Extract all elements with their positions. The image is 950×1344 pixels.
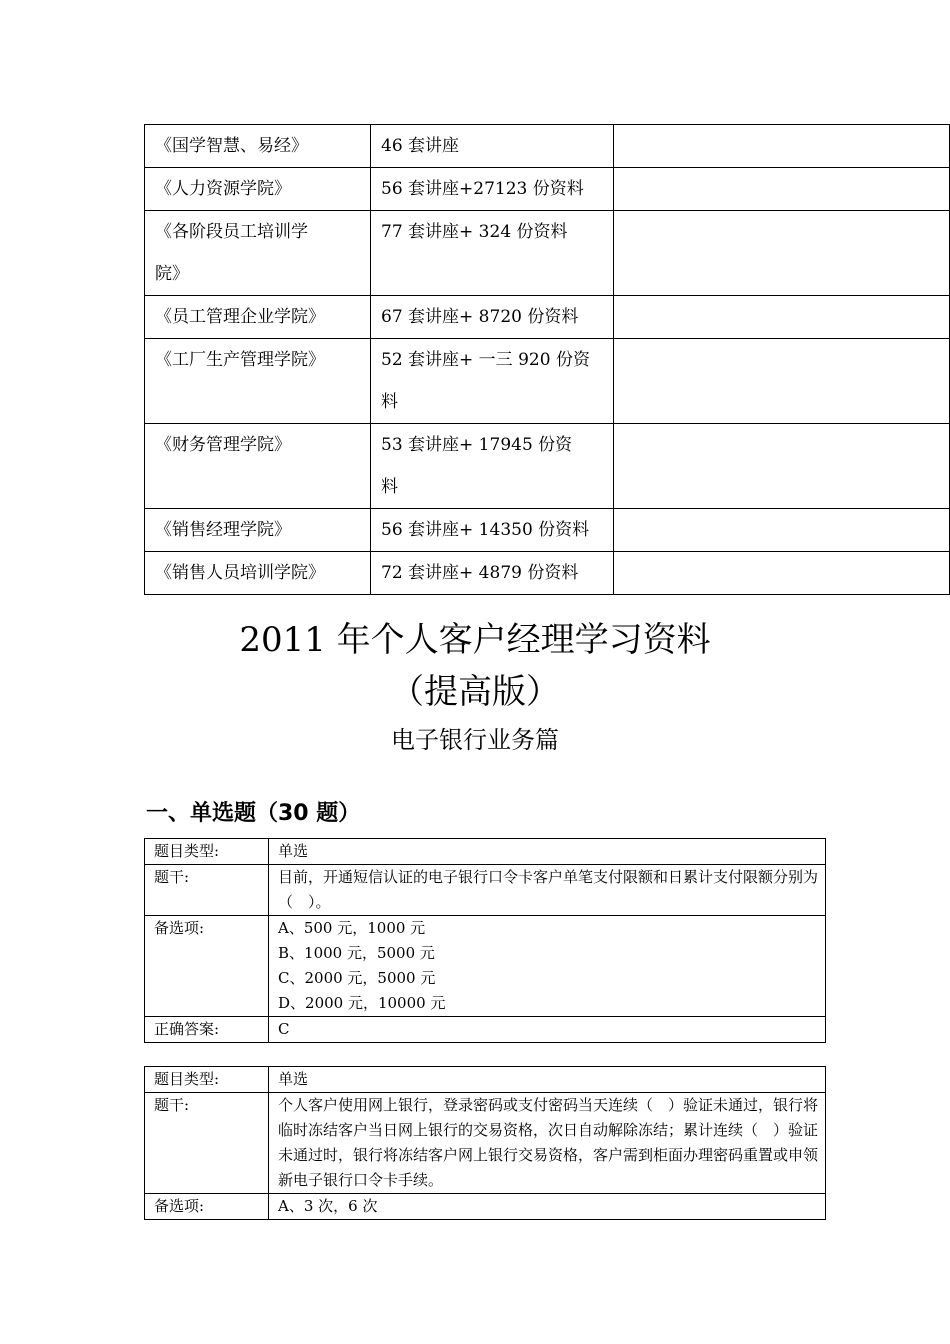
catalog-content: 72 套讲座+ 4879 份资料: [371, 552, 614, 595]
table-row: [145, 424, 950, 509]
table-row: [145, 552, 950, 595]
catalog-note: [614, 296, 950, 339]
section-heading: 一、单选题（30 题）: [146, 801, 361, 826]
question-options: [269, 1194, 826, 1220]
section-title: 电子银行业务篇: [391, 726, 559, 754]
catalog-note: [614, 339, 950, 424]
table-row: [145, 865, 826, 916]
question-options: [269, 916, 826, 1017]
question-type-value: 单选: [269, 1067, 826, 1093]
catalog-content: 77 套讲座+ 324 份资料: [371, 211, 614, 296]
catalog-name: 《各阶段员工培训学院》: [145, 211, 371, 296]
table-row: [145, 125, 950, 168]
catalog-name: 《工厂生产管理学院》: [145, 339, 371, 424]
catalog-note: [614, 125, 950, 168]
catalog-content: 56 套讲座+27123 份资料: [371, 168, 614, 211]
question-table: [144, 838, 826, 1043]
catalog-note: [614, 552, 950, 595]
catalog-name: 《人力资源学院》: [145, 168, 371, 211]
catalog-content: 67 套讲座+ 8720 份资料: [371, 296, 614, 339]
option-c: C、2000 元，5000 元: [278, 969, 436, 987]
catalog-content: 53 套讲座+ 17945 份资料: [371, 424, 614, 509]
document-title: 2011 年个人客户经理学习资料: [239, 620, 711, 660]
question-stem: 目前，开通短信认证的电子银行口令卡客户单笔支付限额和日累计支付限额分别为（ ）。: [269, 865, 826, 916]
document-subtitle: （提高版）: [390, 672, 560, 712]
question-answer: C: [269, 1017, 826, 1043]
catalog-name: 《国学智慧、易经》: [145, 125, 371, 168]
question-stem-label: 题干:: [145, 1093, 269, 1194]
option-a: A、500 元，1000 元: [278, 919, 426, 937]
table-row: [145, 1093, 826, 1194]
catalog-name: 《员工管理企业学院》: [145, 296, 371, 339]
table-row: [145, 509, 950, 552]
option-b: B、1000 元，5000 元: [278, 944, 435, 962]
table-row: [145, 211, 950, 296]
option-d: D、2000 元，10000 元: [278, 994, 446, 1012]
table-row: [145, 1194, 826, 1220]
catalog-content: 56 套讲座+ 14350 份资料: [371, 509, 614, 552]
table-row: [145, 168, 950, 211]
question-stem-label: 题干:: [145, 865, 269, 916]
catalog-note: [614, 509, 950, 552]
question-options-label: 备选项:: [145, 1194, 269, 1220]
table-row: [145, 339, 950, 424]
catalog-content: 52 套讲座+ 一三 920 份资料: [371, 339, 614, 424]
catalog-note: [614, 211, 950, 296]
catalog-name: 《销售经理学院》: [145, 509, 371, 552]
question-table: [144, 1066, 826, 1220]
table-row: [145, 296, 950, 339]
catalog-note: [614, 424, 950, 509]
table-row: [145, 1017, 826, 1043]
question-type-value: 单选: [269, 839, 826, 865]
question-stem: 个人客户使用网上银行，登录密码或支付密码当天连续（ ）验证未通过，银行将临时冻结客户当日网上银行的交易资格，次日自动解除冻结；累计连续（ ）验证未通过时，银行将冻结客户网上银行交易资格，客户需到柜面办理密码重置或申领新电子银行口令卡手续。: [269, 1093, 826, 1194]
question-answer-label: 正确答案:: [145, 1017, 269, 1043]
table-row: [145, 916, 826, 1017]
catalog-name: 《财务管理学院》: [145, 424, 371, 509]
table-row: [145, 839, 826, 865]
course-catalog-table: [144, 124, 950, 595]
option-a: A、3 次，6 次: [278, 1197, 378, 1215]
table-row: [145, 1067, 826, 1093]
catalog-content: 46 套讲座: [371, 125, 614, 168]
question-type-label: 题目类型:: [145, 839, 269, 865]
question-options-label: 备选项:: [145, 916, 269, 1017]
catalog-name: 《销售人员培训学院》: [145, 552, 371, 595]
catalog-note: [614, 168, 950, 211]
question-type-label: 题目类型:: [145, 1067, 269, 1093]
